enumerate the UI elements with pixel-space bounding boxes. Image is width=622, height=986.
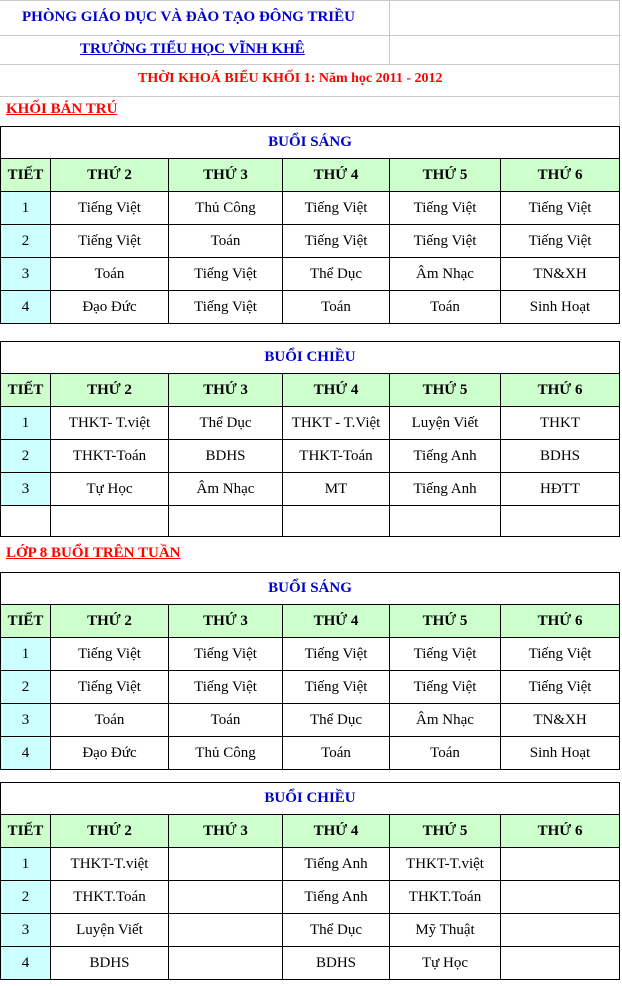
column-header-fri: THỨ 6 xyxy=(501,374,620,407)
subject-cell xyxy=(169,881,283,914)
column-header-mon: THỨ 2 xyxy=(51,605,169,638)
column-header-mon: THỨ 2 xyxy=(51,159,169,192)
column-header-fri: THỨ 6 xyxy=(501,605,620,638)
period-number: 3 xyxy=(1,704,51,737)
table-row xyxy=(1,225,620,258)
subject-cell: Toán xyxy=(283,291,390,324)
period-number: 3 xyxy=(1,473,51,506)
subject-cell: THKT- T.việt xyxy=(51,407,169,440)
table-row xyxy=(1,881,620,914)
subject-cell: Tiếng Việt xyxy=(169,671,283,704)
subject-cell: Tiếng Việt xyxy=(283,192,390,225)
subject-cell xyxy=(169,914,283,947)
table-row xyxy=(1,947,620,980)
column-header-period: TIẾT xyxy=(1,605,51,638)
column-header-period: TIẾT xyxy=(1,815,51,848)
grid-line xyxy=(0,35,620,36)
subject-cell: Đạo Đức xyxy=(51,737,169,770)
subject-cell: Tiếng Việt xyxy=(169,258,283,291)
subject-cell: Đạo Đức xyxy=(51,291,169,324)
subject-cell: BDHS xyxy=(51,947,169,980)
subject-cell: TN&XH xyxy=(501,704,620,737)
column-header-mon: THỨ 2 xyxy=(51,374,169,407)
timetable-title: THỜI KHOÁ BIỂU KHỐI 1: Năm học 2011 - 2012 xyxy=(138,71,443,86)
subject-cell: Tiếng Việt xyxy=(169,291,283,324)
subject-cell: Tiếng Việt xyxy=(283,671,390,704)
period-number: 1 xyxy=(1,638,51,671)
subject-cell xyxy=(169,947,283,980)
subject-cell: THKT-Toán xyxy=(51,440,169,473)
column-header-thu: THỨ 5 xyxy=(390,605,501,638)
table-row xyxy=(1,291,620,324)
subject-cell: Thủ Công xyxy=(169,192,283,225)
column-header-thu: THỨ 5 xyxy=(390,815,501,848)
subject-cell: THKT - T.Việt xyxy=(283,407,390,440)
table-row xyxy=(1,440,620,473)
subject-cell: Toán xyxy=(390,291,501,324)
period-number: 1 xyxy=(1,407,51,440)
subject-cell: BDHS xyxy=(283,947,390,980)
column-header-wed: THỨ 4 xyxy=(283,374,390,407)
column-header-period: TIẾT xyxy=(1,374,51,407)
grid-line xyxy=(0,64,620,65)
period-number: 2 xyxy=(1,225,51,258)
subject-cell: TN&XH xyxy=(501,258,620,291)
subject-cell: Tiếng Việt xyxy=(390,671,501,704)
timetable-8-buoi-afternoon xyxy=(0,782,620,980)
subject-cell: Tiếng Việt xyxy=(283,225,390,258)
table-row xyxy=(1,671,620,704)
column-header-tue: THỨ 3 xyxy=(169,374,283,407)
column-header-thu: THỨ 5 xyxy=(390,374,501,407)
subject-cell: Tiếng Anh xyxy=(283,848,390,881)
grid-line xyxy=(389,0,390,64)
department-name: PHÒNG GIÁO DỤC VÀ ĐÀO TẠO ĐÔNG TRIỀU xyxy=(22,9,355,25)
column-header-mon: THỨ 2 xyxy=(51,815,169,848)
table-row xyxy=(1,258,620,291)
subject-cell: Luyện Viết xyxy=(51,914,169,947)
subject-cell: Toán xyxy=(390,737,501,770)
subject-cell: Sinh Hoạt xyxy=(501,737,620,770)
column-header-fri: THỨ 6 xyxy=(501,815,620,848)
table-row xyxy=(1,407,620,440)
block-title: BUỔI SÁNG xyxy=(1,573,620,605)
subject-cell xyxy=(169,848,283,881)
period-number: 1 xyxy=(1,848,51,881)
subject-cell: Tiếng Việt xyxy=(51,225,169,258)
subject-cell: THKT.Toán xyxy=(51,881,169,914)
subject-cell: Tiếng Việt xyxy=(390,225,501,258)
subject-cell: Toán xyxy=(283,737,390,770)
table-row xyxy=(1,638,620,671)
subject-cell: Tiếng Việt xyxy=(51,671,169,704)
period-number: 3 xyxy=(1,258,51,291)
subject-cell: Toán xyxy=(169,225,283,258)
table-row xyxy=(1,704,620,737)
subject-cell xyxy=(501,947,620,980)
subject-cell: THKT-T.việt xyxy=(51,848,169,881)
subject-cell: Tiếng Anh xyxy=(390,473,501,506)
table-row xyxy=(1,473,620,506)
column-header-tue: THỨ 3 xyxy=(169,159,283,192)
subject-cell: Tiếng Việt xyxy=(501,225,620,258)
subject-cell: Tự Học xyxy=(51,473,169,506)
grid-line xyxy=(0,0,620,1)
table-row xyxy=(1,192,620,225)
column-header-thu: THỨ 5 xyxy=(390,159,501,192)
section-label-8-buoi: LỚP 8 BUỔI TRÊN TUẦN xyxy=(6,545,181,561)
subject-cell: Mỹ Thuật xyxy=(390,914,501,947)
subject-cell: BDHS xyxy=(169,440,283,473)
subject-cell: Âm Nhạc xyxy=(390,704,501,737)
grid-line xyxy=(0,96,620,97)
grid-line xyxy=(619,0,620,126)
school-name: TRƯỜNG TIỂU HỌC VĨNH KHÊ xyxy=(80,41,305,57)
period-number: 4 xyxy=(1,947,51,980)
subject-cell: Luyện Viết xyxy=(390,407,501,440)
subject-cell: Tiếng Việt xyxy=(390,192,501,225)
subject-cell: Toán xyxy=(51,258,169,291)
subject-cell: THKT xyxy=(501,407,620,440)
empty-row xyxy=(1,506,620,537)
subject-cell: Tiếng Việt xyxy=(51,192,169,225)
column-header-wed: THỨ 4 xyxy=(283,159,390,192)
subject-cell xyxy=(501,881,620,914)
subject-cell: Tiếng Việt xyxy=(283,638,390,671)
subject-cell: Âm Nhạc xyxy=(169,473,283,506)
subject-cell: BDHS xyxy=(501,440,620,473)
timetable-ban-tru-morning xyxy=(0,126,620,324)
subject-cell: Thể Dục xyxy=(283,258,390,291)
column-header-wed: THỨ 4 xyxy=(283,605,390,638)
subject-cell: Tiếng Anh xyxy=(283,881,390,914)
period-number: 2 xyxy=(1,671,51,704)
period-number: 4 xyxy=(1,291,51,324)
subject-cell: Âm Nhạc xyxy=(390,258,501,291)
table-row xyxy=(1,737,620,770)
subject-cell: HĐTT xyxy=(501,473,620,506)
block-title: BUỔI CHIỀU xyxy=(1,783,620,815)
column-header-tue: THỨ 3 xyxy=(169,605,283,638)
timetable-8-buoi-morning xyxy=(0,572,620,770)
period-number: 2 xyxy=(1,440,51,473)
timetable-ban-tru-afternoon xyxy=(0,341,620,537)
subject-cell: Thể Dục xyxy=(283,914,390,947)
subject-cell: Tiếng Việt xyxy=(51,638,169,671)
subject-cell: Toán xyxy=(51,704,169,737)
subject-cell xyxy=(501,914,620,947)
block-title: BUỔI SÁNG xyxy=(1,127,620,159)
subject-cell: Tiếng Việt xyxy=(501,638,620,671)
subject-cell: Tiếng Việt xyxy=(390,638,501,671)
subject-cell: THKT-T.việt xyxy=(390,848,501,881)
subject-cell: Toán xyxy=(169,704,283,737)
period-number: 2 xyxy=(1,881,51,914)
subject-cell: MT xyxy=(283,473,390,506)
subject-cell: THKT.Toán xyxy=(390,881,501,914)
subject-cell: Thể Dục xyxy=(169,407,283,440)
subject-cell: Sinh Hoạt xyxy=(501,291,620,324)
table-row xyxy=(1,848,620,881)
column-header-fri: THỨ 6 xyxy=(501,159,620,192)
section-label-ban-tru: KHỐI BÁN TRÚ xyxy=(6,101,118,117)
subject-cell: Tiếng Anh xyxy=(390,440,501,473)
subject-cell: Tiếng Việt xyxy=(501,192,620,225)
period-number: 1 xyxy=(1,192,51,225)
block-title: BUỔI CHIỀU xyxy=(1,342,620,374)
column-header-period: TIẾT xyxy=(1,159,51,192)
subject-cell: THKT-Toán xyxy=(283,440,390,473)
subject-cell: Tiếng Việt xyxy=(501,671,620,704)
subject-cell: Tự Học xyxy=(390,947,501,980)
subject-cell: Thủ Công xyxy=(169,737,283,770)
column-header-wed: THỨ 4 xyxy=(283,815,390,848)
table-row xyxy=(1,914,620,947)
subject-cell xyxy=(501,848,620,881)
period-number: 3 xyxy=(1,914,51,947)
column-header-tue: THỨ 3 xyxy=(169,815,283,848)
period-number: 4 xyxy=(1,737,51,770)
subject-cell: Tiếng Việt xyxy=(169,638,283,671)
subject-cell: Thể Dục xyxy=(283,704,390,737)
